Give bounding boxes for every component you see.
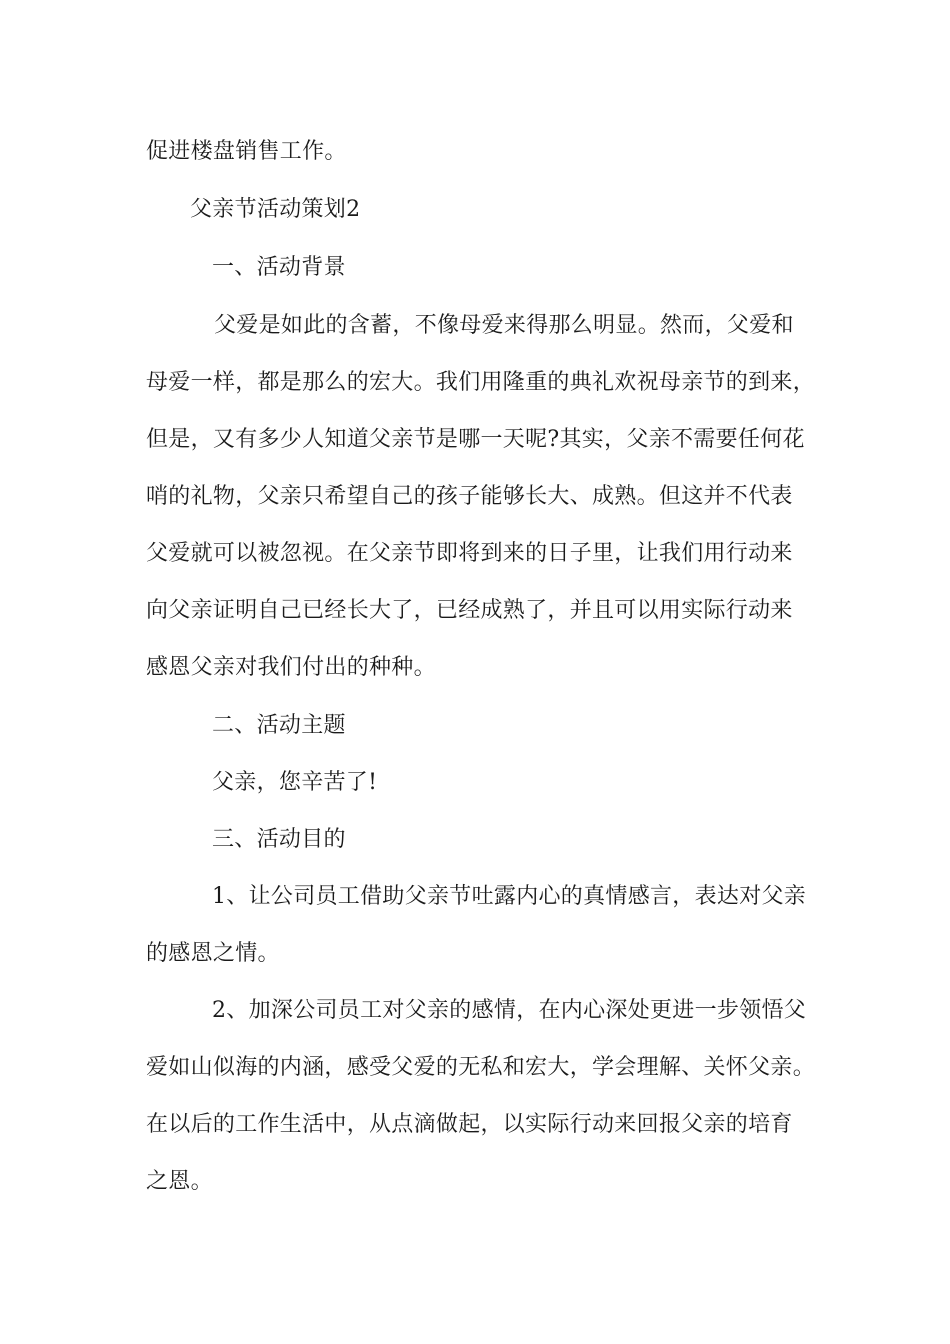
body-text-line: 但是，又有多少人知道父亲节是哪一天呢?其实，父亲不需要任何花 [146, 427, 805, 452]
body-text-line: 感恩父亲对我们付出的种种。 [146, 655, 436, 680]
section-heading: 一、活动背景 [212, 255, 346, 280]
body-text-line: 父爱是如此的含蓄，不像母爱来得那么明显。然而，父爱和 [214, 313, 794, 338]
list-item-text: 爱如山似海的内涵，感受父爱的无私和宏大，学会理解、关怀父亲。 [146, 1055, 816, 1080]
list-item-text: 2、加深公司员工对父亲的感情，在内心深处更进一步领悟父 [212, 998, 807, 1023]
body-text-line: 促进楼盘销售工作。 [146, 139, 347, 164]
list-item-text: 的感恩之情。 [146, 941, 280, 966]
list-item-text: 1、让公司员工借助父亲节吐露内心的真情感言，表达对父亲 [212, 884, 807, 909]
list-item-text: 在以后的工作生活中，从点滴做起，以实际行动来回报父亲的培育 [146, 1112, 793, 1137]
section-heading: 三、活动目的 [212, 827, 346, 852]
section-heading: 二、活动主题 [212, 713, 346, 738]
list-item-text: 之恩。 [146, 1169, 213, 1194]
section-title: 父亲节活动策划2 [190, 197, 361, 222]
body-text-line: 母爱一样，都是那么的宏大。我们用隆重的典礼欢祝母亲节的到来， [146, 370, 816, 395]
body-text-line: 向父亲证明自己已经长大了，已经成熟了，并且可以用实际行动来 [146, 598, 793, 623]
body-text-line: 父亲，您辛苦了! [212, 770, 378, 795]
body-text-line: 哨的礼物，父亲只希望自己的孩子能够长大、成熟。但这并不代表 [146, 484, 793, 509]
body-text-line: 父爱就可以被忽视。在父亲节即将到来的日子里，让我们用行动来 [146, 541, 793, 566]
